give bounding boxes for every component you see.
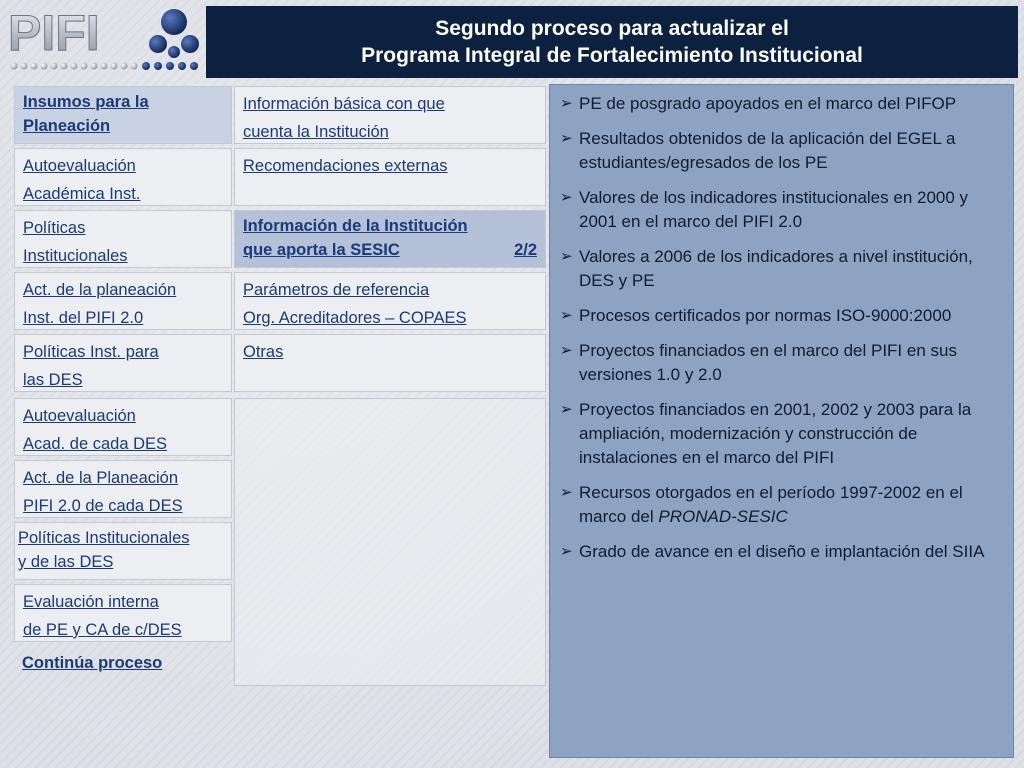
table-row (14, 646, 232, 704)
cell-act-planeacion-des[interactable]: Act. de la Planeación PIFI 2.0 de cada DES (14, 460, 232, 518)
continua-proceso-link[interactable]: Continúa proceso (22, 654, 163, 672)
insumos-table (14, 86, 546, 686)
sesic-info-panel (549, 84, 1014, 758)
arrow-bullet-icon: ➢ (560, 543, 573, 560)
arrow-bullet-icon: ➢ (560, 484, 573, 501)
list-item: ➢ Recursos otorgados en el período 1997-2002 en el marco del PRONAD-SESIC (560, 483, 963, 526)
title-line-2: Programa Integral de Fortalecimiento Institucional (361, 44, 863, 67)
pronad-sesic-text: PRONAD-SESIC (658, 507, 788, 526)
cell-politicas-institucionales-des[interactable]: Políticas Institucionales y de las DES (14, 522, 232, 580)
empty-column-area (234, 398, 546, 686)
arrow-bullet-icon: ➢ (560, 189, 573, 206)
list-item: ➢ Proyectos financiados en el marco del PIFI en sus versiones 1.0 y 2.0 (560, 341, 957, 384)
table-row (14, 86, 546, 144)
table-row (14, 460, 232, 518)
cell-informacion-sesic[interactable]: Información de la Institución que aporta la SESIC 2/2 (234, 210, 546, 268)
cell-otras[interactable]: Otras (234, 334, 546, 392)
list-item: ➢ Valores a 2006 de los indicadores a nivel institución, DES y PE (560, 247, 973, 290)
table-row (14, 398, 232, 456)
list-item: ➢ Resultados obtenidos de la aplicación del EGEL a estudiantes/egresados de los PE (560, 129, 956, 172)
list-item: ➢ Grado de avance en el diseño e implantación del SIIA (560, 540, 1003, 564)
arrow-bullet-icon: ➢ (560, 95, 573, 112)
svg-text:PIFI: PIFI (8, 5, 100, 61)
cell-politicas-institucionales[interactable]: Políticas Institucionales (14, 210, 232, 268)
list-item: ➢ PE de posgrado apoyados en el marco del PIFOP (560, 92, 1003, 116)
arrow-bullet-icon: ➢ (560, 401, 573, 418)
title-line-1: Segundo proceso para actualizar el (435, 17, 789, 40)
cell-evaluacion-interna[interactable]: Evaluación interna de PE y CA de c/DES (14, 584, 232, 642)
table-row (14, 210, 546, 268)
arrow-bullet-icon: ➢ (560, 130, 573, 147)
arrow-bullet-icon: ➢ (560, 248, 573, 265)
list-item: ➢ Proyectos financiados en 2001, 2002 y 2003 para la ampliación, modernización y construcción de instalaciones en el marco del PIFI (560, 400, 972, 467)
cell-autoevaluacion-des[interactable]: Autoevaluación Acad. de cada DES (14, 398, 232, 456)
table-row (14, 522, 232, 580)
table-row (14, 334, 546, 392)
pifi-dots-logo-icon (6, 4, 206, 78)
title-bar (206, 6, 1018, 78)
cell-insumos-planeacion[interactable]: Insumos para la Planeación (14, 86, 232, 144)
table-row (14, 272, 546, 330)
table-row (14, 148, 546, 206)
page-indicator[interactable]: 2/2 (514, 241, 537, 259)
list-item: ➢ Valores de los indicadores institucionales en 2000 y 2001 en el marco del PIFI 2.0 (560, 188, 969, 231)
pifi-logo (6, 4, 206, 78)
bullet-list (560, 92, 1003, 564)
arrow-bullet-icon: ➢ (560, 342, 573, 359)
cell-recomendaciones-externas[interactable]: Recomendaciones externas (234, 148, 546, 206)
cell-act-planeacion-inst[interactable]: Act. de la planeación Inst. del PIFI 2.0 (14, 272, 232, 330)
cell-informacion-basica[interactable]: Información básica con que cuenta la Institución (234, 86, 546, 144)
table-row (14, 584, 232, 642)
arrow-bullet-icon: ➢ (560, 307, 573, 324)
cell-autoevaluacion-academica[interactable]: Autoevaluación Académica Inst. (14, 148, 232, 206)
list-item: ➢ Procesos certificados por normas ISO-9000:2000 (560, 304, 1003, 328)
cell-politicas-inst-des[interactable]: Políticas Inst. para las DES (14, 334, 232, 392)
cell-parametros-referencia[interactable]: Parámetros de referencia Org. Acreditadores – COPAES (234, 272, 546, 330)
